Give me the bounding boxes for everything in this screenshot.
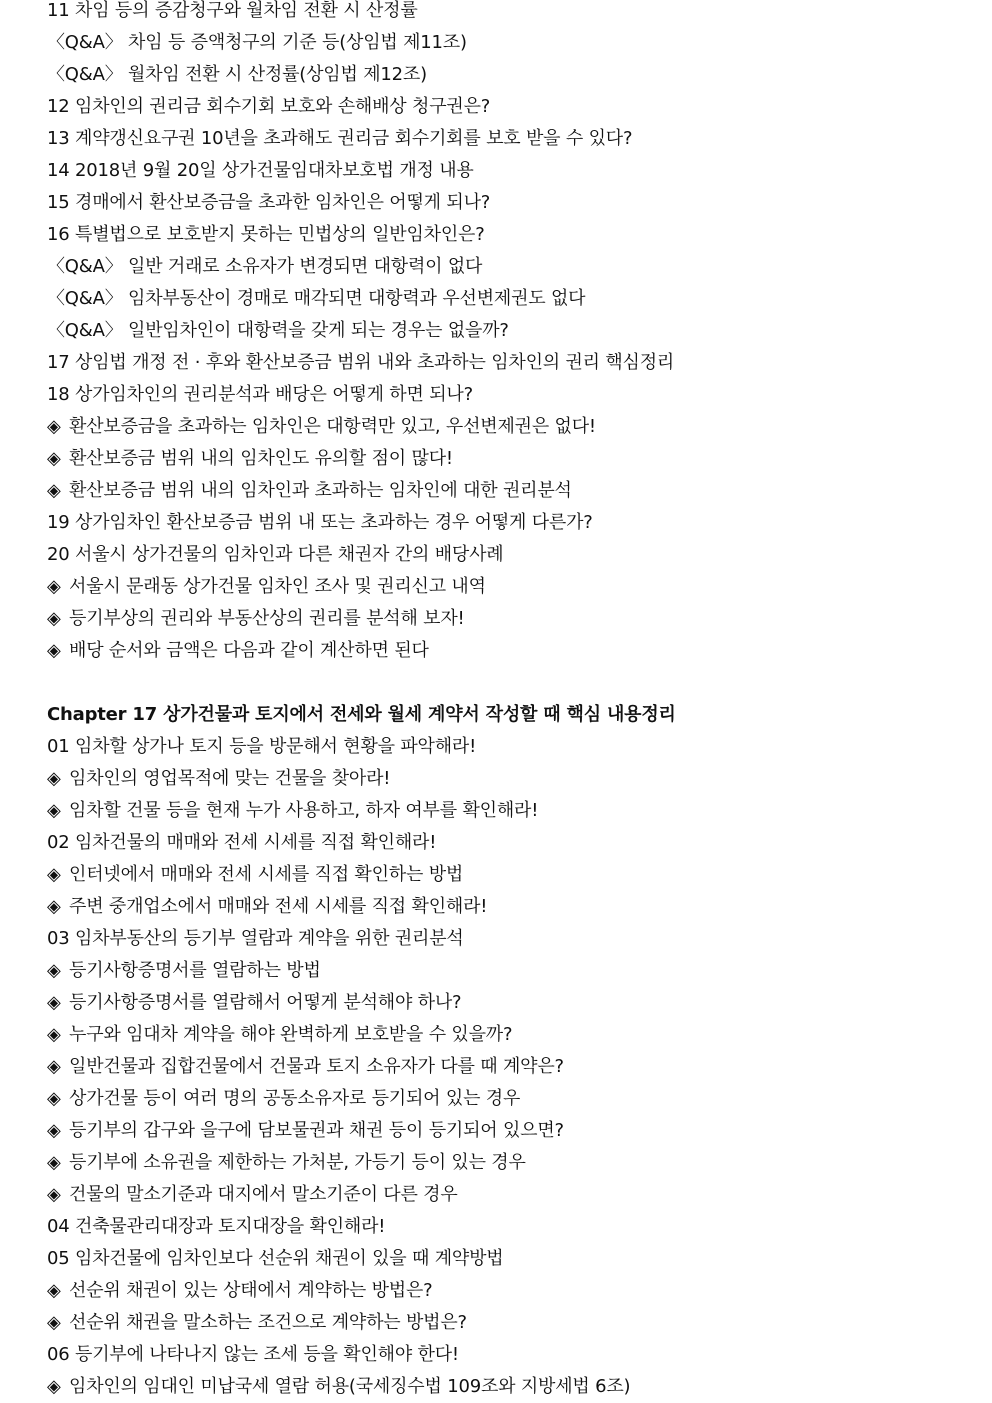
toc-item: 〈Q&A〉 차임 등 증액청구의 기준 등(상임법 제11조) xyxy=(47,32,467,53)
diamond-bullet-icon: ◈ xyxy=(47,1120,61,1141)
toc-subitem-text: 환산보증금을 초과하는 임차인은 대항력만 있고, 우선변제권은 없다! xyxy=(69,416,596,437)
diamond-bullet-icon: ◈ xyxy=(47,576,61,597)
toc-subitem xyxy=(47,1083,967,1115)
toc-subitem-text: 등기부상의 권리와 부동산상의 권리를 분석해 보자! xyxy=(69,608,465,629)
table-of-contents xyxy=(47,0,967,1403)
toc-subitem-text: 임차인의 임대인 미납국세 열람 허용(국세징수법 109조와 지방세법 6조) xyxy=(69,1376,631,1397)
diamond-bullet-icon: ◈ xyxy=(47,1024,61,1045)
toc-subitem-text: 임차할 건물 등을 현재 누가 사용하고, 하자 여부를 확인해라! xyxy=(69,800,539,821)
toc-subitem xyxy=(47,987,967,1019)
toc-subitem-text: 환산보증금 범위 내의 임차인과 초과하는 임차인에 대한 권리분석 xyxy=(69,480,572,501)
toc-subitem-text: 환산보증금 범위 내의 임차인도 유의할 점이 많다! xyxy=(69,448,453,469)
toc-item: 〈Q&A〉 월차임 전환 시 산정률(상임법 제12조) xyxy=(47,64,427,85)
toc-item: 01 임차할 상가나 토지 등을 방문해서 현황을 파악해라! xyxy=(47,736,477,757)
toc-item: 〈Q&A〉 일반 거래로 소유자가 변경되면 대항력이 없다 xyxy=(47,256,483,277)
toc-subitem-text: 주변 중개업소에서 매매와 전세 시세를 직접 확인해라! xyxy=(69,896,488,917)
toc-item: 17 상임법 개정 전 · 후와 환산보증금 범위 내와 초과하는 임차인의 권리 핵심정리 xyxy=(47,352,675,373)
toc-item: 16 특별법으로 보호받지 못하는 민법상의 일반임차인은? xyxy=(47,224,485,245)
toc-item: 13 계약갱신요구권 10년을 초과해도 권리금 회수기회를 보호 받을 수 있다? xyxy=(47,128,633,149)
toc-subitem-text: 인터넷에서 매매와 전세 시세를 직접 확인하는 방법 xyxy=(69,864,464,885)
diamond-bullet-icon: ◈ xyxy=(47,608,61,629)
diamond-bullet-icon: ◈ xyxy=(47,1088,61,1109)
toc-subitem-text: 상가건물 등이 여러 명의 공동소유자로 등기되어 있는 경우 xyxy=(69,1088,521,1109)
diamond-bullet-icon: ◈ xyxy=(47,896,61,917)
toc-subitem xyxy=(47,1147,967,1179)
toc-item: 12 임차인의 권리금 회수기회 보호와 손해배상 청구권은? xyxy=(47,96,491,117)
toc-subitem-text: 건물의 말소기준과 대지에서 말소기준이 다른 경우 xyxy=(69,1184,458,1205)
toc-subitem-text: 임차인의 영업목적에 맞는 건물을 찾아라! xyxy=(69,768,391,789)
toc-subitem xyxy=(47,411,967,443)
toc-subitem-text: 등기사항증명서를 열람해서 어떻게 분석해야 하나? xyxy=(69,992,462,1013)
toc-item: 05 임차건물에 임차인보다 선순위 채권이 있을 때 계약방법 xyxy=(47,1248,504,1269)
toc-item: 15 경매에서 환산보증금을 초과한 임차인은 어떻게 되나? xyxy=(47,192,491,213)
toc-subitem-text: 배당 순서와 금액은 다음과 같이 계산하면 된다 xyxy=(69,640,429,661)
diamond-bullet-icon: ◈ xyxy=(47,864,61,885)
toc-subitem xyxy=(47,475,967,507)
toc-subitem xyxy=(47,955,967,987)
toc-subitem xyxy=(47,1019,967,1051)
diamond-bullet-icon: ◈ xyxy=(47,992,61,1013)
chapter-heading: Chapter 17 상가건물과 토지에서 전세와 월세 계약서 작성할 때 핵심 내용정리 xyxy=(47,704,676,725)
toc-subitem xyxy=(47,571,967,603)
toc-subitem xyxy=(47,795,967,827)
diamond-bullet-icon: ◈ xyxy=(47,448,61,469)
toc-item: 19 상가임차인 환산보증금 범위 내 또는 초과하는 경우 어떻게 다른가? xyxy=(47,512,593,533)
toc-subitem xyxy=(47,1179,967,1211)
diamond-bullet-icon: ◈ xyxy=(47,1280,61,1301)
diamond-bullet-icon: ◈ xyxy=(47,1184,61,1205)
toc-subitem xyxy=(47,443,967,475)
diamond-bullet-icon: ◈ xyxy=(47,416,61,437)
diamond-bullet-icon: ◈ xyxy=(47,800,61,821)
toc-item: 03 임차부동산의 등기부 열람과 계약을 위한 권리분석 xyxy=(47,928,464,949)
diamond-bullet-icon: ◈ xyxy=(47,1312,61,1333)
toc-item: 〈Q&A〉 임차부동산이 경매로 매각되면 대항력과 우선변제권도 없다 xyxy=(47,288,586,309)
toc-item: 20 서울시 상가건물의 임차인과 다른 채권자 간의 배당사례 xyxy=(47,544,504,565)
diamond-bullet-icon: ◈ xyxy=(47,1152,61,1173)
toc-subitem-text: 일반건물과 집합건물에서 건물과 토지 소유자가 다를 때 계약은? xyxy=(69,1056,564,1077)
toc-subitem xyxy=(47,1307,967,1339)
toc-subitem xyxy=(47,1051,967,1083)
toc-item: 14 2018년 9월 20일 상가건물임대차보호법 개정 내용 xyxy=(47,160,474,181)
diamond-bullet-icon: ◈ xyxy=(47,1376,61,1397)
toc-subitem xyxy=(47,635,967,667)
diamond-bullet-icon: ◈ xyxy=(47,1056,61,1077)
toc-subitem xyxy=(47,1115,967,1147)
toc-item: 11 차임 등의 증감청구와 월차임 전환 시 산정률 xyxy=(47,0,418,21)
toc-subitem xyxy=(47,763,967,795)
toc-subitem xyxy=(47,891,967,923)
toc-subitem xyxy=(47,1275,967,1307)
toc-subitem-text: 누구와 임대차 계약을 해야 완벽하게 보호받을 수 있을까? xyxy=(69,1024,513,1045)
diamond-bullet-icon: ◈ xyxy=(47,960,61,981)
toc-item: 04 건축물관리대장과 토지대장을 확인해라! xyxy=(47,1216,386,1237)
toc-subitem xyxy=(47,603,967,635)
toc-subitem-text: 서울시 문래동 상가건물 임차인 조사 및 권리신고 내역 xyxy=(69,576,486,597)
toc-subitem-text: 선순위 채권을 말소하는 조건으로 계약하는 방법은? xyxy=(69,1312,467,1333)
diamond-bullet-icon: ◈ xyxy=(47,640,61,661)
toc-subitem xyxy=(47,1371,967,1403)
toc-item: 06 등기부에 나타나지 않는 조세 등을 확인해야 한다! xyxy=(47,1344,459,1365)
toc-item: 02 임차건물의 매매와 전세 시세를 직접 확인해라! xyxy=(47,832,437,853)
toc-item: 〈Q&A〉 일반임차인이 대항력을 갖게 되는 경우는 없을까? xyxy=(47,320,509,341)
toc-subitem xyxy=(47,859,967,891)
toc-item: 18 상가임차인의 권리분석과 배당은 어떻게 하면 되나? xyxy=(47,384,473,405)
toc-subitem-text: 등기부의 갑구와 을구에 담보물권과 채권 등이 등기되어 있으면? xyxy=(69,1120,564,1141)
toc-subitem-text: 등기부에 소유권을 제한하는 가처분, 가등기 등이 있는 경우 xyxy=(69,1152,526,1173)
toc-subitem-text: 등기사항증명서를 열람하는 방법 xyxy=(69,960,321,981)
diamond-bullet-icon: ◈ xyxy=(47,480,61,501)
toc-subitem-text: 선순위 채권이 있는 상태에서 계약하는 방법은? xyxy=(69,1280,433,1301)
diamond-bullet-icon: ◈ xyxy=(47,768,61,789)
blank-line xyxy=(47,667,967,699)
